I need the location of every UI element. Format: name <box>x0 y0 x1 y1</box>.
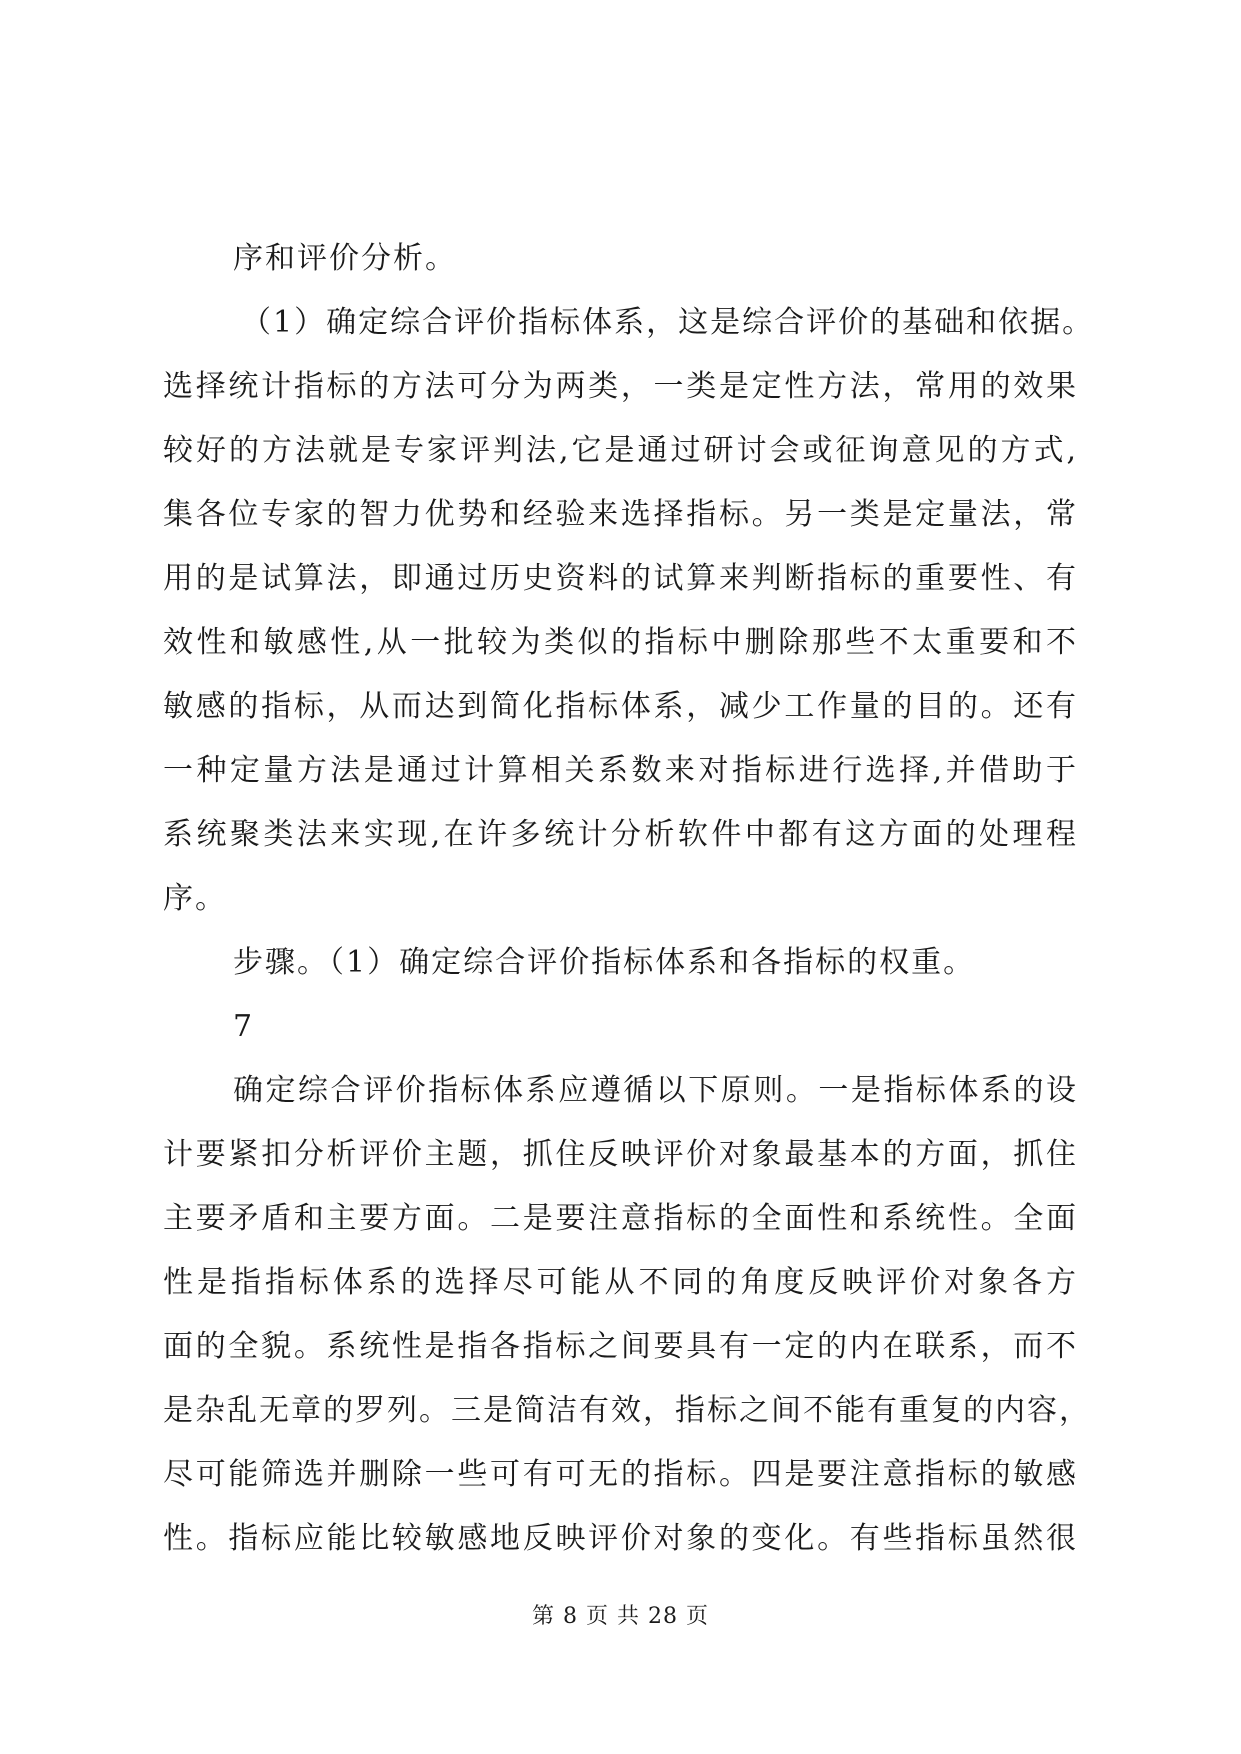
text-line: 性是指指标体系的选择尽可能从不同的角度反映评价对象各方 <box>163 1265 1078 1300</box>
text-line: 面的全貌。系统性是指各指标之间要具有一定的内在联系，而不 <box>163 1329 1078 1364</box>
text-line: 步骤。（1）确定综合评价指标体系和各指标的权重。 <box>233 945 976 980</box>
text-line: 一种定量方法是通过计算相关系数来对指标进行选择,并借助于 <box>163 753 1078 788</box>
text-line: 序和评价分析。 <box>233 241 457 276</box>
text-line: 用的是试算法，即通过历史资料的试算来判断指标的重要性、有 <box>163 561 1078 596</box>
text-line: （1）确定综合评价指标体系，这是综合评价的基础和依据。 <box>241 305 1095 340</box>
text-line: 集各位专家的智力优势和经验来选择指标。另一类是定量法，常 <box>163 497 1078 532</box>
text-line: 性。指标应能比较敏感地反映评价对象的变化。有些指标虽然很 <box>163 1521 1078 1556</box>
text-line: 效性和敏感性,从一批较为类似的指标中删除那些不太重要和不 <box>163 625 1078 660</box>
text-line: 系统聚类法来实现,在许多统计分析软件中都有这方面的处理程 <box>163 817 1078 852</box>
text-line: 是杂乱无章的罗列。三是简洁有效，指标之间不能有重复的内容， <box>163 1393 1091 1428</box>
text-line: 序。 <box>163 881 227 916</box>
text-line: 计要紧扣分析评价主题，抓住反映评价对象最基本的方面，抓住 <box>163 1137 1078 1172</box>
text-line: 主要矛盾和主要方面。二是要注意指标的全面性和系统性。全面 <box>163 1201 1078 1236</box>
text-line: 较好的方法就是专家评判法,它是通过研讨会或征询意见的方式, <box>163 433 1078 468</box>
text-line: 尽可能筛选并删除一些可有可无的指标。四是要注意指标的敏感 <box>163 1457 1078 1492</box>
text-line: 确定综合评价指标体系应遵循以下原则。一是指标体系的设 <box>233 1073 1078 1108</box>
page-footer: 第 8 页 共 28 页 <box>532 1604 709 1629</box>
page-number-inline: 7 <box>233 1009 255 1044</box>
text-line: 敏感的指标，从而达到简化指标体系，减少工作量的目的。还有 <box>163 689 1078 724</box>
text-line: 选择统计指标的方法可分为两类，一类是定性方法，常用的效果 <box>163 369 1078 404</box>
